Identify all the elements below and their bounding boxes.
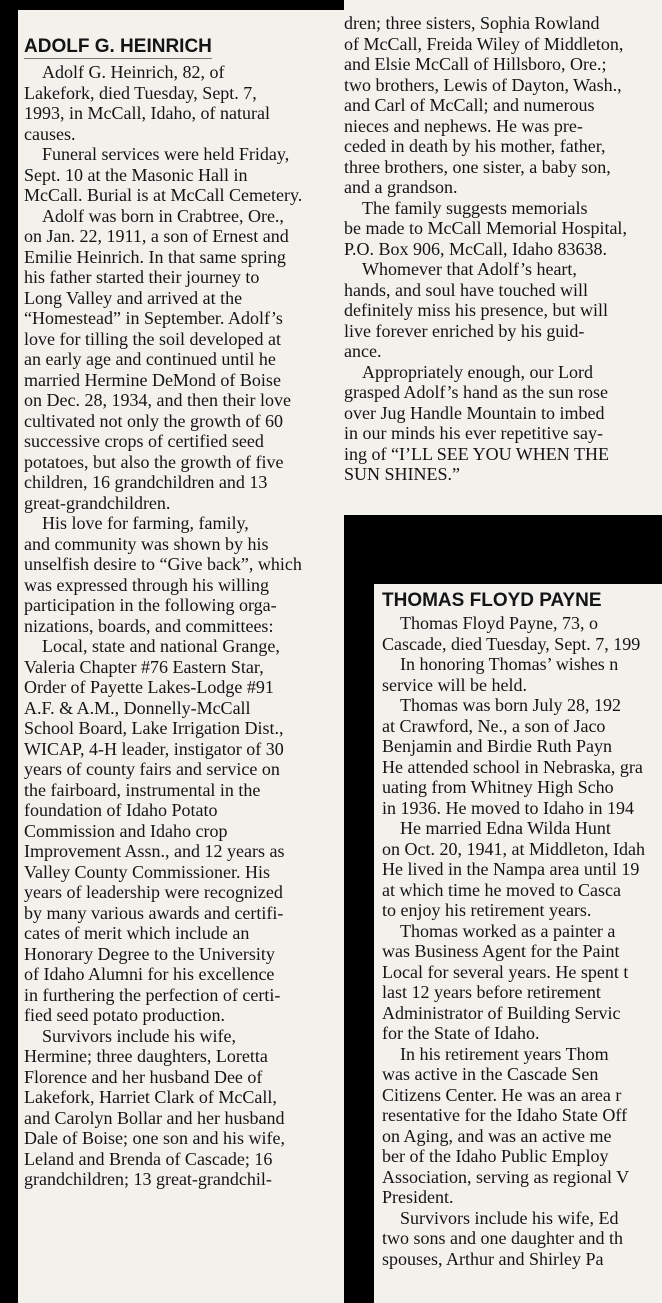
adolf-obituary-title: ADOLF G. HEINRICH bbox=[24, 36, 212, 57]
text-line: “Homestead” in September. Adolf’s bbox=[24, 308, 283, 328]
text-line: causes. bbox=[24, 123, 76, 144]
text-line: Thomas was born July 28, 192 bbox=[382, 695, 621, 715]
text-line: of Idaho Alumni for his excellence bbox=[24, 964, 275, 984]
text-line: in furthering the perfection of certi- bbox=[24, 984, 281, 1005]
text-line: spouses, Arthur and Shirley Pa bbox=[382, 1248, 604, 1269]
text-line: Appropriately enough, our Lord bbox=[344, 361, 593, 382]
text-line: Lakefork, Harriet Clark of McCall, bbox=[24, 1087, 277, 1107]
thomas-obituary-column bbox=[374, 584, 662, 1303]
text-line: Long Valley and arrived at the bbox=[24, 287, 243, 308]
text-line: the fairboard, instrumental in the bbox=[24, 779, 261, 800]
text-line: Sept. 10 at the Masonic Hall in bbox=[24, 164, 248, 185]
text-line: an early age and continued until he bbox=[24, 349, 276, 369]
text-line: Adolf was born in Crabtree, Ore., bbox=[24, 205, 284, 226]
text-line: to enjoy his retirement years. bbox=[382, 900, 592, 920]
text-line: nizations, boards, and committees: bbox=[24, 615, 274, 636]
text-line: on Oct. 20, 1941, at Middleton, Idah bbox=[382, 838, 645, 859]
text-line: two brothers, Lewis of Dayton, Wash., bbox=[344, 74, 622, 95]
text-line: foundation of Idaho Potato bbox=[24, 800, 218, 820]
text-line: at which time he moved to Casca bbox=[382, 879, 621, 900]
text-line: nieces and nephews. He was pre- bbox=[344, 115, 583, 136]
text-line: love for tilling the soil developed at bbox=[24, 328, 281, 349]
text-line: in our minds his ever repetitive say- bbox=[344, 423, 603, 443]
text-line: hands, and soul have touched will bbox=[344, 279, 588, 300]
text-line: WICAP, 4-H leader, instigator of 30 bbox=[24, 738, 284, 759]
text-line: last 12 years before retirement bbox=[382, 982, 601, 1002]
text-line: ceded in death by his mother, father, bbox=[344, 136, 606, 156]
text-line: Dale of Boise; one son and his wife, bbox=[24, 1128, 285, 1148]
text-line: by many various awards and certifi- bbox=[24, 902, 284, 923]
text-line: three brothers, one sister, a baby son, bbox=[344, 156, 611, 177]
text-line: P.O. Box 906, McCall, Idaho 83638. bbox=[344, 238, 607, 259]
text-line: of McCall, Freida Wiley of Middleton, bbox=[344, 33, 624, 54]
text-line: SUN SHINES.” bbox=[344, 464, 461, 484]
text-line: great-grandchildren. bbox=[24, 492, 171, 513]
text-line: was expressed through his willing bbox=[24, 574, 269, 595]
text-line: School Board, Lake Irrigation Dist., bbox=[24, 718, 284, 738]
text-line: Thomas Floyd Payne, 73, o bbox=[382, 613, 598, 633]
text-line: and community was shown by his bbox=[24, 533, 269, 554]
text-line: and Carl of McCall; and numerous bbox=[344, 95, 595, 115]
text-line: Hermine; three daughters, Loretta bbox=[24, 1046, 268, 1066]
text-line: two sons and one daughter and th bbox=[382, 1228, 623, 1248]
text-line: in 1936. He moved to Idaho in 194 bbox=[382, 797, 634, 818]
adolf-continuation-body bbox=[344, 13, 627, 485]
thomas-obituary-body bbox=[382, 613, 645, 1269]
text-line: Florence and her husband Dee of bbox=[24, 1066, 263, 1087]
text-line: at Crawford, Ne., a son of Jaco bbox=[382, 715, 606, 736]
text-line: participation in the following orga- bbox=[24, 595, 277, 615]
text-line: be made to McCall Memorial Hospital, bbox=[344, 218, 627, 238]
text-line: Citizens Center. He was an area r bbox=[382, 1084, 622, 1105]
text-line: service will be held. bbox=[382, 674, 527, 695]
text-line: unselfish desire to “Give back”, which bbox=[24, 554, 302, 574]
text-line: Association, serving as regional V bbox=[382, 1166, 630, 1187]
text-line: Local for several years. He spent t bbox=[382, 961, 629, 982]
text-line: on Jan. 22, 1911, a son of Ernest and bbox=[24, 226, 289, 246]
text-line: and Elsie McCall of Hillsboro, Ore.; bbox=[344, 54, 607, 74]
adolf-obituary-column bbox=[18, 10, 344, 1303]
text-line: Benjamin and Birdie Ruth Payn bbox=[382, 736, 612, 756]
text-line: fied seed potato production. bbox=[24, 1005, 225, 1025]
text-line: He married Edna Wilda Hunt bbox=[382, 818, 611, 838]
text-line: 1993, in McCall, Idaho, of natural bbox=[24, 103, 270, 123]
text-line: Adolf G. Heinrich, 82, of bbox=[24, 62, 225, 82]
text-line: In honoring Thomas’ wishes n bbox=[382, 654, 619, 674]
text-line: A.F. & A.M., Donnelly-McCall bbox=[24, 697, 251, 718]
text-line: over Jug Handle Mountain to imbed bbox=[344, 402, 605, 423]
text-line: cates of merit which include an bbox=[24, 923, 250, 943]
text-line: Local, state and national Grange, bbox=[24, 636, 280, 656]
text-line: Cascade, died Tuesday, Sept. 7, 199 bbox=[382, 633, 641, 654]
text-line: His love for farming, family, bbox=[24, 513, 249, 533]
text-line: The family suggests memorials bbox=[344, 197, 588, 218]
text-line: President. bbox=[382, 1187, 454, 1207]
text-line: Honorary Degree to the University bbox=[24, 943, 275, 964]
text-line: live forever enriched by his guid- bbox=[344, 320, 585, 341]
text-line: Survivors include his wife, bbox=[24, 1025, 236, 1046]
text-line: and a grandson. bbox=[344, 177, 458, 197]
text-line: Valeria Chapter #76 Eastern Star, bbox=[24, 656, 264, 677]
text-line: Survivors include his wife, Ed bbox=[382, 1207, 619, 1228]
text-line: potatoes, but also the growth of five bbox=[24, 451, 284, 472]
text-line: successive crops of certified seed bbox=[24, 431, 264, 451]
text-line: In his retirement years Thom bbox=[382, 1043, 609, 1064]
text-line: Leland and Brenda of Cascade; 16 bbox=[24, 1148, 273, 1169]
text-line: for the State of Idaho. bbox=[382, 1023, 540, 1043]
text-line: ing of “I’LL SEE YOU WHEN THE bbox=[344, 443, 609, 464]
adolf-obituary-body bbox=[24, 62, 302, 1190]
text-line: was Business Agent for the Paint bbox=[382, 941, 620, 961]
text-line: Valley County Commissioner. His bbox=[24, 861, 271, 882]
text-line: grandchildren; 13 great-grandchil- bbox=[24, 1169, 272, 1189]
text-line: his father started their journey to bbox=[24, 267, 260, 287]
text-line: cultivated not only the growth of 60 bbox=[24, 410, 283, 431]
text-line: years of leadership were recognized bbox=[24, 882, 283, 902]
text-line: on Aging, and was an active me bbox=[382, 1125, 612, 1146]
adolf-obituary-continuation bbox=[344, 0, 662, 515]
text-line: grasped Adolf’s hand as the sun rose bbox=[344, 382, 608, 402]
text-line: was active in the Cascade Sen bbox=[382, 1064, 599, 1084]
text-line: McCall. Burial is at McCall Cemetery. bbox=[24, 185, 303, 205]
text-line: and Carolyn Bollar and her husband bbox=[24, 1107, 285, 1128]
thomas-obituary-title: THOMAS FLOYD PAYNE bbox=[382, 590, 602, 611]
text-line: He lived in the Nampa area until 19 bbox=[382, 859, 640, 879]
text-line: Emilie Heinrich. In that same spring bbox=[24, 246, 286, 267]
text-line: uating from Whitney High Scho bbox=[382, 777, 614, 797]
text-line: Whomever that Adolf’s heart, bbox=[344, 259, 577, 279]
text-line: ber of the Idaho Public Employ bbox=[382, 1146, 609, 1166]
text-line: resentative for the Idaho State Off bbox=[382, 1105, 628, 1125]
text-line: married Hermine DeMond of Boise bbox=[24, 369, 281, 390]
text-line: dren; three sisters, Sophia Rowland bbox=[344, 13, 600, 33]
text-line: Improvement Assn., and 12 years as bbox=[24, 841, 285, 861]
text-line: Lakefork, died Tuesday, Sept. 7, bbox=[24, 82, 257, 103]
text-line: definitely miss his presence, but will bbox=[344, 300, 608, 320]
text-line: on Dec. 28, 1934, and then their love bbox=[24, 390, 291, 410]
text-line: Funeral services were held Friday, bbox=[24, 144, 290, 164]
text-line: Administrator of Building Servic bbox=[382, 1002, 621, 1023]
text-line: years of county fairs and service on bbox=[24, 759, 280, 779]
text-line: Thomas worked as a painter a bbox=[382, 920, 616, 941]
text-line: ance. bbox=[344, 341, 382, 361]
text-line: He attended school in Nebraska, gra bbox=[382, 756, 643, 777]
text-line: Commission and Idaho crop bbox=[24, 820, 228, 841]
text-line: children, 16 grandchildren and 13 bbox=[24, 472, 268, 492]
text-line: Order of Payette Lakes-Lodge #91 bbox=[24, 677, 274, 697]
